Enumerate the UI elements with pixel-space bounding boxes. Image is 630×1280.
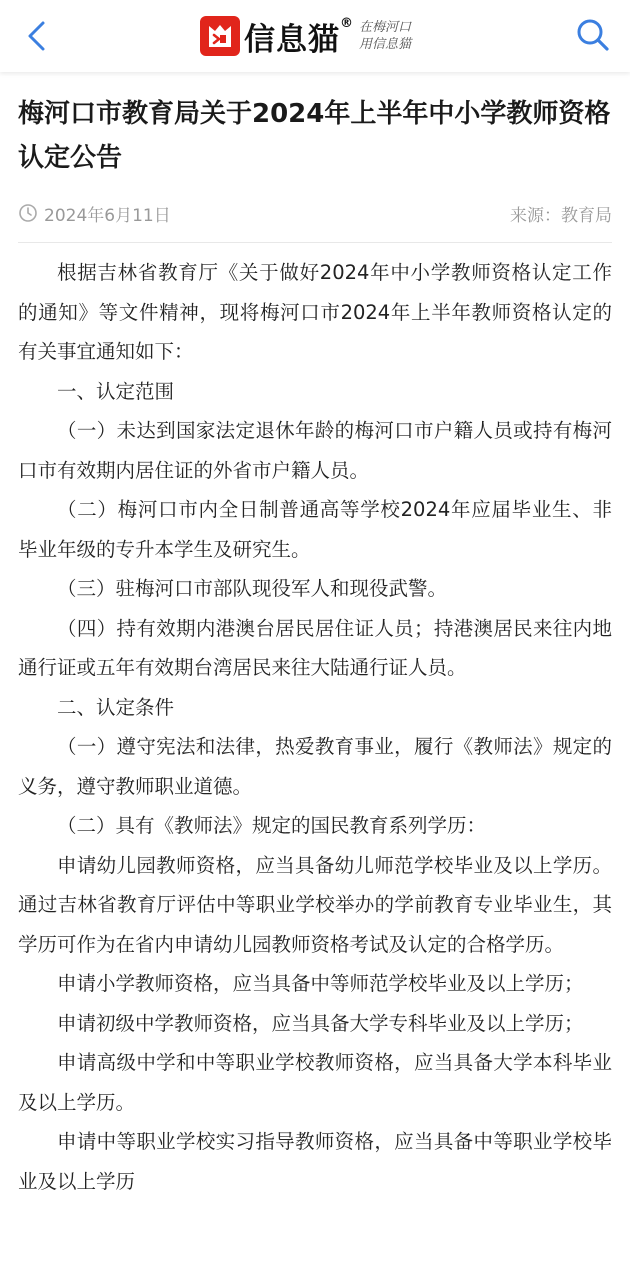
- article: [0, 92, 630, 1201]
- paragraph: （一）未达到国家法定退休年龄的梅河口市户籍人员或持有梅河口市有效期内居住证的外省市户籍人员。: [18, 419, 612, 482]
- slogan-line-2: 用信息猫: [359, 37, 412, 52]
- source-value: 教育局: [561, 205, 612, 226]
- article-source: [510, 201, 612, 226]
- brand-slogan: [359, 19, 411, 53]
- back-button[interactable]: [18, 18, 54, 54]
- paragraph: 申请中等职业学校实习指导教师资格，应当具备中等职业学校毕业及以上学历: [18, 1130, 612, 1193]
- section-heading: 二、认定条件: [57, 695, 175, 719]
- article-body: [18, 253, 612, 1201]
- paragraph: 申请高级中学和中等职业学校教师资格，应当具备大学本科毕业及以上学历。: [18, 1051, 612, 1114]
- paragraph: （四）持有效期内港澳台居民居住证人员；持港澳居民来往内地通行证或五年有效期台湾居民来往大陆通行证人员。: [18, 616, 612, 679]
- article-meta: [18, 198, 612, 228]
- clock-icon: [18, 203, 38, 223]
- top-navigation-bar: [0, 0, 630, 72]
- paragraph: （二）梅河口市内全日制普通高等学校2024年应届毕业生、非毕业年级的专升本学生及研究生。: [18, 498, 612, 561]
- registered-mark: ®: [340, 16, 353, 31]
- paragraph: 申请初级中学教师资格，应当具备大学专科毕业及以上学历；: [57, 1011, 584, 1035]
- article-title: 梅河口市教育局关于2024年上半年中小学教师资格认定公告: [18, 99, 611, 173]
- brand-logo-group: [200, 14, 411, 58]
- publish-date: 2024年6月11日: [44, 205, 171, 226]
- paragraph: （三）驻梅河口市部队现役军人和现役武警。: [57, 577, 448, 600]
- search-button[interactable]: [574, 16, 612, 54]
- source-label: 来源：: [510, 205, 561, 226]
- slogan-line-1: 在梅河口: [359, 20, 412, 35]
- paragraph: （二）具有《教师法》规定的国民教育系列学历：: [57, 814, 487, 837]
- divider: [18, 242, 612, 243]
- search-icon: [576, 18, 610, 52]
- section-heading: 一、认定范围: [57, 379, 175, 403]
- publish-date-group: [18, 201, 171, 226]
- cat-logo-icon: [200, 16, 240, 56]
- paragraph: 根据吉林省教育厅《关于做好2024年中小学教师资格认定工作的通知》等文件精神，现将梅河口市2024年上半年教师资格认定的有关事宜通知如下：: [18, 261, 612, 363]
- paragraph: （一）遵守宪法和法律，热爱教育事业，履行《教师法》规定的义务，遵守教师职业道德。: [18, 735, 612, 798]
- paragraph: 申请小学教师资格，应当具备中等师范学校毕业及以上学历；: [57, 972, 584, 995]
- paragraph: 申请幼儿园教师资格，应当具备幼儿师范学校毕业及以上学历。通过吉林省教育厅评估中等职业学校举办的学前教育专业毕业生，其学历可作为在省内申请幼儿园教师资格考试及认定的合格学历。: [18, 853, 612, 956]
- back-chevron-icon: [25, 20, 47, 52]
- brand-name: 信息猫: [244, 21, 340, 58]
